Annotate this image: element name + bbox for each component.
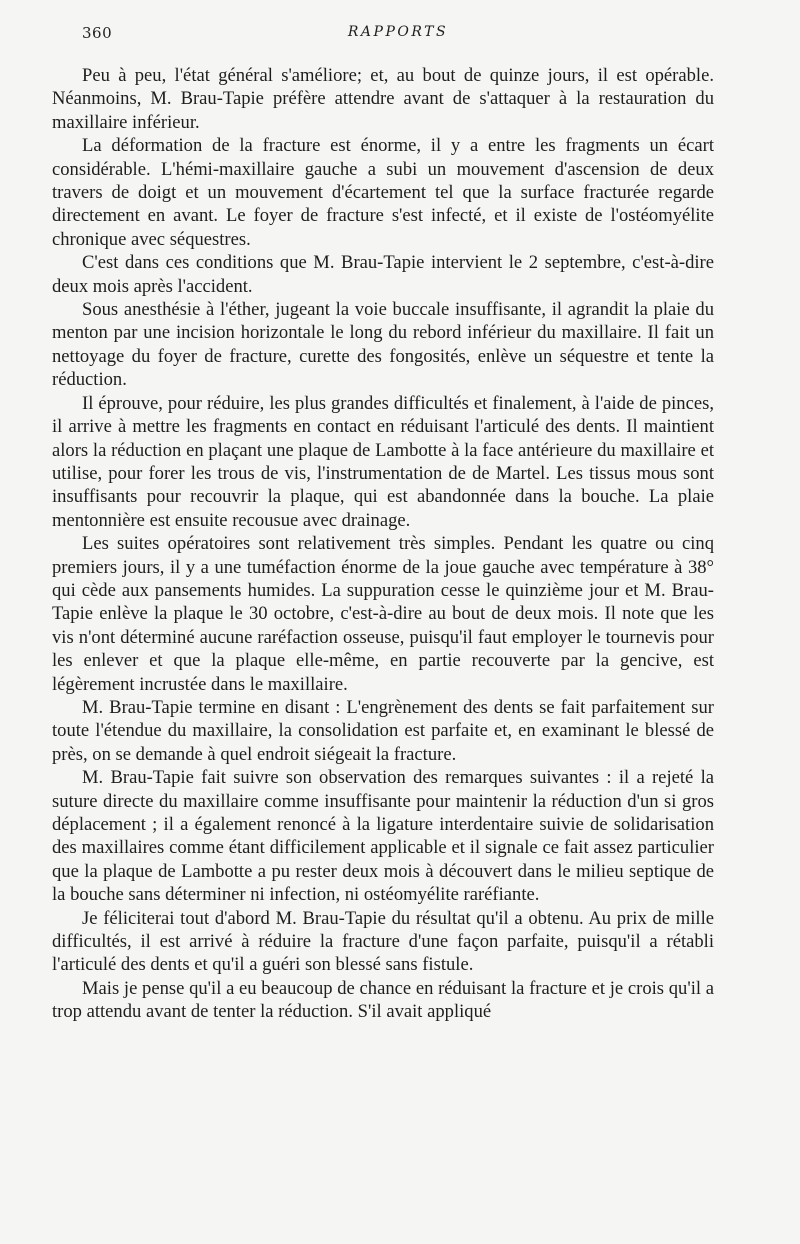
running-title: RAPPORTS	[347, 24, 449, 40]
paragraph-6: Les suites opératoires sont relativement très simples. Pendant les quatre ou cinq premiers jours, il y a une tuméfaction énorme de la joue gauche avec température à 38° qui cède aux pansements humides. La suppuration cesse le quinzième jour et M. Brau-Tapie enlève la plaque le 30 octobre, c'est-à-dire au bout de deux mois. Il note que les vis n'ont déterminé aucune raréfaction osseuse, puisqu'il faut employer le tournevis pour les enlever et que la plaque elle-même, en partie recouverte par la gencive, est légèrement incrustée dans le maxillaire.	[52, 533, 714, 695]
paragraph-8: M. Brau-Tapie fait suivre son observation des remarques suivantes : il a rejeté la suture directe du maxillaire comme insuffisante pour maintenir la réduction d'un si gros déplacement ; il a également renoncé à la ligature interdentaire suivie de solidarisation des maxillaires comme étant difficilement applicable et il signale ce fait assez particulier que la plaque de Lambotte a pu rester deux mois à découvert dans le milieu septique de la bouche sans déterminer ni infection, ni ostéomyélite raréfiante.	[52, 767, 714, 906]
paragraph-9: Je féliciterai tout d'abord M. Brau-Tapie du résultat qu'il a obtenu. Au prix de mille difficultés, il est arrivé à réduire la fracture d'une façon parfaite, puisqu'il a rétabli l'articulé des dents et qu'il a guéri son blessé sans fistule.	[52, 907, 714, 976]
paragraph-10: Mais je pense qu'il a eu beaucoup de chance en réduisant la fracture et je crois qu'il a trop attendu avant de tenter la réduction. S'il avait appliqué	[52, 977, 714, 1023]
page-header	[82, 24, 714, 46]
paragraph-5: Il éprouve, pour réduire, les plus grandes difficultés et finalement, à l'aide de pinces, il arrive à mettre les fragments en contact en réduisant l'articulé des dents. Il maintient alors la réduction en plaçant une plaque de Lambotte à la face antérieure du maxillaire et utilise, pour forer les trous de vis, l'instrumentation de de Martel. Les tissus mous sont insuffisants pour recouvrir la plaque, qui est abandonnée dans la bouche. La plaie mentonnière est ensuite recousue avec drainage.	[52, 392, 714, 531]
paragraph-4: Sous anesthésie à l'éther, jugeant la voie buccale insuffisante, il agrandit la plaie du menton par une incision horizontale le long du rebord inférieur du maxillaire. Il fait un nettoyage du foyer de fracture, curette des fongosités, enlève un séquestre et tente la réduction.	[52, 299, 714, 391]
body-text	[52, 64, 714, 1024]
paragraph-1: Peu à peu, l'état général s'améliore; et, au bout de quinze jours, il est opérable. Néanmoins, M. Brau-Tapie préfère attendre avant de s'attaquer à la restauration du maxillaire inférieur.	[52, 65, 714, 133]
paragraph-7: M. Brau-Tapie termine en disant : L'engrènement des dents se fait parfaitement sur toute l'étendue du maxillaire, la consolidation est parfaite et, en examinant le blessé de près, on se demande à quel endroit siégeait la fracture.	[52, 696, 714, 765]
paragraph-3: C'est dans ces conditions que M. Brau-Tapie intervient le 2 septembre, c'est-à-dire deux mois après l'accident.	[52, 252, 714, 297]
paragraph-2: La déformation de la fracture est énorme, il y a entre les fragments un écart considérable. L'hémi-maxillaire gauche a subi un mouvement d'ascension de deux travers de doigt et un mouvement d'écartement tel que la surface fracturée regarde directement en avant. Le foyer de fracture s'est infecté, et il existe de l'ostéomyélite chronique avec séquestres.	[52, 135, 714, 250]
page-number: 360	[82, 24, 113, 42]
